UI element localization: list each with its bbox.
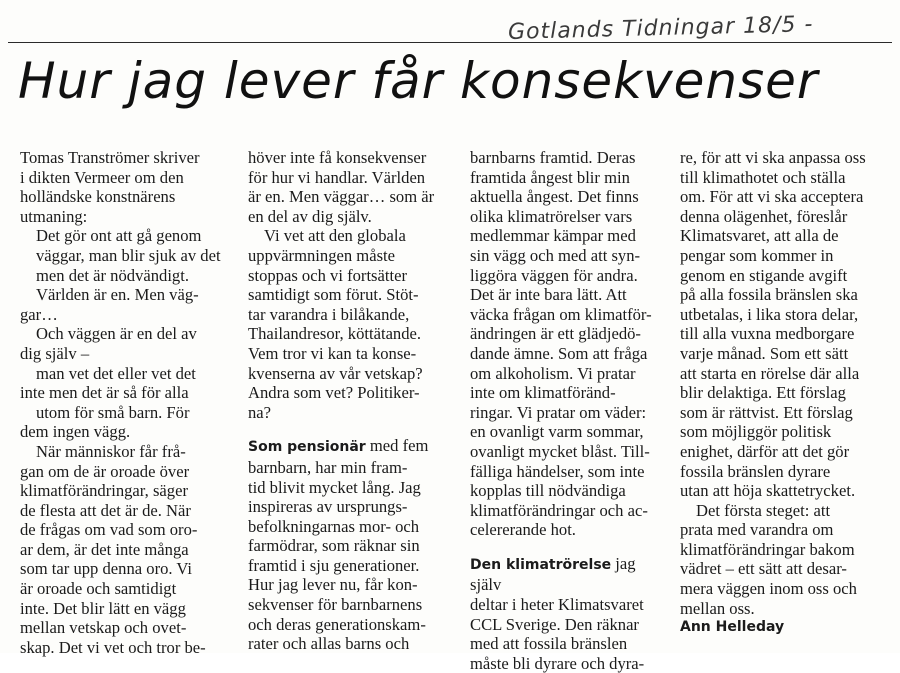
- paragraph-gap: [470, 540, 668, 554]
- text-line: klimatförändringar, säger: [20, 481, 188, 501]
- text-line: ändringen är ett glädjedö-: [470, 324, 641, 344]
- text-line: Tomas Tranströmer skriver: [20, 148, 200, 167]
- text-line: gan om de är oroade över: [20, 461, 190, 481]
- text-line: Vi vet att den globala: [264, 226, 406, 246]
- text-line: re, för att vi ska anpassa oss: [680, 148, 866, 167]
- column-4: [680, 148, 886, 638]
- text-line: inte om klimatföränd-: [470, 383, 616, 403]
- text-line: medlemmar kämpar med: [470, 226, 636, 246]
- text-line: uppvärmningen måste: [248, 245, 396, 265]
- column-2: [248, 148, 446, 654]
- text-line: framtid i sju generationer.: [248, 555, 420, 575]
- text-line: man vet det eller vet det: [36, 363, 196, 383]
- text-line: på alla fossila bränslen ska: [680, 285, 858, 305]
- text-line: celererande hot.: [470, 520, 576, 540]
- text-line: När människor får frå-: [36, 441, 186, 461]
- text-line: utbetalas, i lika stora delar,: [680, 304, 859, 324]
- text-line: för hur vi handlar. Världen: [248, 167, 426, 187]
- text-line: barnbarn, har min fram-: [248, 457, 408, 477]
- text-line: inte. Det blir lätt en vägg: [20, 598, 186, 618]
- text-line: CCL Sverige. Den räknar: [470, 614, 639, 634]
- text-line: framtida ångest blir min: [470, 167, 630, 187]
- text-line: de frågas om vad som oro-: [20, 520, 198, 540]
- section-lead-line: [470, 554, 668, 595]
- text-line: Klimatsvaret, att alla de: [680, 226, 839, 246]
- text-line: fossila bränslen dyrare: [680, 461, 831, 481]
- text-line: Världen är en. Men väg-: [36, 285, 199, 305]
- text-line: klimatförändringar och ac-: [470, 500, 648, 520]
- text-line: om alkoholism. Vi pratar: [470, 363, 636, 383]
- text-line: deltar i heter Klimatsvaret: [470, 595, 644, 615]
- text-line: gar…: [20, 304, 58, 324]
- text-line: dig själv –: [20, 343, 90, 363]
- text-line: enighet, därför att det gör: [680, 441, 850, 461]
- column-3: [470, 148, 668, 673]
- text-line: pengar som kommer in: [680, 245, 834, 265]
- text-line: skap. Det vi vet och tror be-: [20, 637, 206, 657]
- paragraph-gap: [248, 422, 446, 436]
- text-line: aktuella ångest. Det finns: [470, 187, 639, 207]
- text-line: är en. Men väggar… som är: [248, 187, 435, 207]
- text-line: inte men det är så för alla: [20, 383, 189, 403]
- text-line: som möjliggör politisk: [680, 422, 832, 442]
- text-line: om. För att vi ska acceptera: [680, 187, 864, 207]
- text-line: en del av dig själv.: [248, 206, 372, 226]
- text-line: Thailandresor, köttätande.: [248, 324, 422, 344]
- section-lead-line: [248, 436, 446, 458]
- text-line: sin vägg och med att syn-: [470, 245, 641, 265]
- text-line: ar dem, är det inte många: [20, 539, 189, 559]
- text-line: Hur jag lever nu, får kon-: [248, 575, 418, 595]
- text-line: Och väggen är en del av: [36, 324, 197, 344]
- section-lead: Som pensionär: [248, 439, 366, 456]
- text-line: en ovanligt varm sommar,: [470, 422, 644, 442]
- headline: Hur jag lever får konsekvenser: [18, 52, 819, 110]
- handwritten-source-note: Gotlands Tidningar 18/5 -: [507, 12, 814, 45]
- text-line: inspireras av ursprungs-: [248, 497, 408, 517]
- author-signature: Ann Helleday: [680, 619, 785, 636]
- text-line: utan att höja skattetrycket.: [680, 481, 856, 501]
- text-line: na?: [248, 402, 272, 422]
- text-line: stoppas och vi fortsätter: [248, 265, 407, 285]
- text-line: att starta en rörelse där alla: [680, 363, 860, 383]
- section-lead-rest: med fem: [365, 436, 429, 456]
- text-line: klimatförändringar bakom: [680, 539, 855, 559]
- text-line: Det första steget: att: [696, 500, 831, 520]
- text-line: Vem tror vi kan ta konse-: [248, 343, 417, 363]
- text-line: i dikten Vermeer om den: [20, 167, 184, 187]
- section-lead-rest: jag själv: [470, 553, 636, 595]
- text-line: varje månad. Som ett sätt: [680, 343, 849, 363]
- text-line: måste bli dyrare och dyra-: [470, 653, 645, 673]
- text-line: som tar upp denna oro. Vi: [20, 559, 192, 579]
- text-line: genom en stigande avgift: [680, 265, 848, 285]
- text-line: med att fossila bränslen: [470, 634, 628, 654]
- text-line: utom för små barn. För: [36, 402, 190, 422]
- text-line: Det är inte bara lätt. Att: [470, 285, 627, 305]
- top-rule: [8, 42, 892, 43]
- text-line: Andra som vet? Politiker-: [248, 383, 420, 403]
- section-lead: Den klimatrörelse: [470, 556, 612, 573]
- text-line: samtidigt som förut. Stöt-: [248, 285, 419, 305]
- text-line: höver inte få konsekvenser: [248, 148, 427, 167]
- column-1: [20, 148, 230, 657]
- text-line: är oroade och samtidigt: [20, 579, 177, 599]
- text-line: mellan oss.: [680, 598, 755, 618]
- text-line: befolkningarnas mor- och: [248, 516, 420, 536]
- text-line: dem ingen vägg.: [20, 422, 131, 442]
- text-line: men det är nödvändigt.: [36, 265, 189, 285]
- text-line: mera väggen inom oss och: [680, 579, 857, 599]
- text-line: blir delaktiga. Ett förslag: [680, 383, 846, 403]
- text-line: prata med varandra om: [680, 520, 834, 540]
- text-line: ovanligt mycket blåst. Till-: [470, 441, 650, 461]
- text-line: vädret – ett sätt att desar-: [680, 559, 847, 579]
- text-line: rater och allas barns och: [248, 634, 410, 654]
- text-line: och deras generationskam-: [248, 614, 426, 634]
- text-line: till alla vuxna medborgare: [680, 324, 855, 344]
- text-line: olika klimatrörelser vars: [470, 206, 633, 226]
- text-line: farmödrar, som räknar sin: [248, 536, 420, 556]
- text-line: kvenserna av vår vetskap?: [248, 363, 423, 383]
- text-line: tar varandra i bilåkande,: [248, 304, 410, 324]
- text-line: kopplas till nödvändiga: [470, 481, 626, 501]
- text-line: holländske konstnärens: [20, 187, 176, 207]
- text-line: denna olägenhet, föreslår: [680, 206, 848, 226]
- text-line: väcka frågan om klimatför-: [470, 304, 652, 324]
- text-line: mellan vetskap och ovet-: [20, 618, 187, 638]
- text-line: ringar. Vi pratar om väder:: [470, 402, 647, 422]
- text-line: utmaning:: [20, 206, 88, 226]
- text-line: liggöra väggen för andra.: [470, 265, 638, 285]
- text-line: som är rättvist. Ett förslag: [680, 402, 853, 422]
- text-line: barnbarns framtid. Deras: [470, 148, 636, 167]
- text-line: sekvenser för barnbarnens: [248, 595, 423, 615]
- text-line: tid blivit mycket lång. Jag: [248, 477, 421, 497]
- text-line: dande ämne. Som att fråga: [470, 343, 648, 363]
- text-line: Det gör ont att gå genom: [36, 226, 202, 246]
- text-line: de flesta att det är de. När: [20, 500, 191, 520]
- text-line: väggar, man blir sjuk av det: [36, 245, 221, 265]
- text-line: fälliga händelser, som inte: [470, 461, 645, 481]
- text-line: till klimathotet och ställa: [680, 167, 846, 187]
